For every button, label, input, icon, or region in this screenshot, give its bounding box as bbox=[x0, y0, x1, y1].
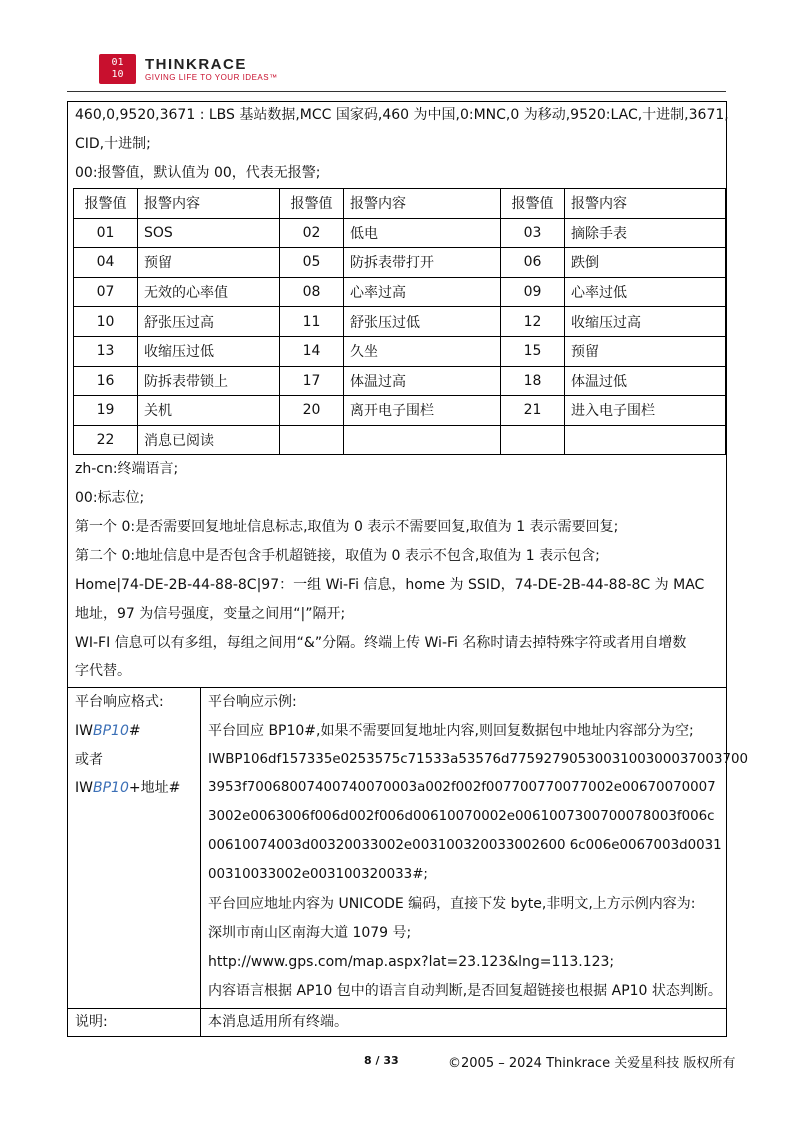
example-line: 内容语言根据 AP10 包中的语言自动判断,是否回复超链接也根据 AP10 状态判断。 bbox=[208, 983, 722, 999]
alarm-code: 04 bbox=[74, 248, 138, 278]
example-line: 00310033002e003100320033#; bbox=[208, 867, 428, 882]
example-line: http://www.gps.com/map.aspx?lat=23.123&lng=113.123; bbox=[208, 954, 615, 970]
header-alarm-value-1: 报警值 bbox=[74, 189, 138, 219]
alarm-content: 防拆表带打开 bbox=[344, 248, 501, 278]
format-prefix: IW bbox=[75, 723, 93, 739]
note-line: 第二个 0:地址信息中是否包含手机超链接，取值为 0 表示不包含,取值为 1 表示包含; bbox=[75, 548, 600, 564]
alarm-code: 05 bbox=[280, 248, 344, 278]
alarm-content bbox=[344, 425, 501, 455]
response-divider bbox=[200, 687, 201, 1037]
alarm-code bbox=[501, 425, 565, 455]
alarm-code: 19 bbox=[74, 396, 138, 426]
response-or-label: 或者 bbox=[75, 752, 103, 768]
alarm-content: 防拆表带锁上 bbox=[138, 366, 280, 396]
alarm-code: 20 bbox=[280, 396, 344, 426]
alarm-code: 15 bbox=[501, 336, 565, 366]
table-row bbox=[74, 425, 726, 455]
alarm-code: 14 bbox=[280, 336, 344, 366]
alarm-code: 02 bbox=[280, 218, 344, 248]
table-row bbox=[74, 248, 726, 278]
table-row bbox=[74, 218, 726, 248]
alarm-content: 心率过高 bbox=[344, 277, 501, 307]
brand-tagline: GIVING LIFE TO YOUR IDEAS™ bbox=[145, 73, 278, 82]
format-suffix: # bbox=[128, 723, 141, 739]
alarm-code: 21 bbox=[501, 396, 565, 426]
format-code: BP10 bbox=[92, 723, 129, 739]
example-line: 3002e0063006f006d002f006d00610070002e0061007300700078003f006c bbox=[208, 809, 715, 824]
alarm-content: 跌倒 bbox=[565, 248, 726, 278]
table-row bbox=[74, 366, 726, 396]
alarm-code: 10 bbox=[74, 307, 138, 337]
header-alarm-content-1: 报警内容 bbox=[138, 189, 280, 219]
table-row bbox=[74, 336, 726, 366]
table-row bbox=[74, 396, 726, 426]
format-suffix: +地址# bbox=[128, 780, 181, 796]
alarm-code: 03 bbox=[501, 218, 565, 248]
alarm-code: 17 bbox=[280, 366, 344, 396]
description-label: 说明: bbox=[75, 1014, 108, 1030]
alarm-content: 消息已阅读 bbox=[138, 425, 280, 455]
description-box bbox=[67, 1008, 727, 1037]
intro-line-2: CID,十进制; bbox=[75, 136, 151, 152]
table-row bbox=[74, 307, 726, 337]
alarm-content: 收缩压过高 bbox=[565, 307, 726, 337]
note-line: WI-FI 信息可以有多组，每组之间用“&”分隔。终端上传 Wi-Fi 名称时请去掉特殊字符或者用自增数 bbox=[75, 635, 687, 651]
alarm-content: 进入电子围栏 bbox=[565, 396, 726, 426]
response-example-label: 平台响应示例: bbox=[208, 694, 297, 710]
alarm-content: 体温过高 bbox=[344, 366, 501, 396]
alarm-content: 预留 bbox=[138, 248, 280, 278]
example-line: IWBP106df157335e0253575c71533a53576d7759279053003100300037003700 bbox=[208, 752, 749, 767]
alarm-code: 13 bbox=[74, 336, 138, 366]
alarm-content: SOS bbox=[138, 218, 280, 248]
header-alarm-content-3: 报警内容 bbox=[565, 189, 726, 219]
note-line: 字代替。 bbox=[75, 663, 131, 679]
response-format-1 bbox=[75, 722, 141, 740]
alarm-code: 06 bbox=[501, 248, 565, 278]
response-format-2 bbox=[75, 779, 180, 797]
alarm-code-table bbox=[73, 188, 726, 455]
alarm-code: 08 bbox=[280, 277, 344, 307]
format-prefix: IW bbox=[75, 780, 93, 796]
logo-mark-bottom: 10 bbox=[111, 69, 124, 80]
alarm-content: 舒张压过高 bbox=[138, 307, 280, 337]
header-alarm-value-2: 报警值 bbox=[280, 189, 344, 219]
alarm-content: 心率过低 bbox=[565, 277, 726, 307]
table-row bbox=[74, 277, 726, 307]
note-line: 00:标志位; bbox=[75, 490, 145, 506]
alarm-content: 摘除手表 bbox=[565, 218, 726, 248]
header-alarm-value-3: 报警值 bbox=[501, 189, 565, 219]
alarm-content: 无效的心率值 bbox=[138, 277, 280, 307]
note-line: zh-cn:终端语言; bbox=[75, 461, 179, 477]
alarm-code: 11 bbox=[280, 307, 344, 337]
alarm-code: 12 bbox=[501, 307, 565, 337]
header-divider bbox=[67, 91, 726, 92]
example-line: 深圳市南山区南海大道 1079 号; bbox=[208, 925, 412, 941]
alarm-content: 关机 bbox=[138, 396, 280, 426]
alarm-code: 01 bbox=[74, 218, 138, 248]
note-line: Home|74-DE-2B-44-88-8C|97：一组 Wi-Fi 信息，home 为 SSID，74-DE-2B-44-88-8C 为 MAC bbox=[75, 577, 705, 593]
copyright: ©2005 – 2024 Thinkrace 关爱星科技 版权所有 bbox=[448, 1056, 736, 1071]
alarm-content bbox=[565, 425, 726, 455]
alarm-code: 09 bbox=[501, 277, 565, 307]
alarm-code bbox=[280, 425, 344, 455]
format-code: BP10 bbox=[92, 780, 129, 796]
alarm-content: 舒张压过低 bbox=[344, 307, 501, 337]
alarm-code: 07 bbox=[74, 277, 138, 307]
table-header-row bbox=[74, 189, 726, 219]
alarm-code: 22 bbox=[74, 425, 138, 455]
note-line: 地址，97 为信号强度，变量之间用“|”隔开; bbox=[75, 606, 346, 622]
alarm-content: 低电 bbox=[344, 218, 501, 248]
example-line: 平台回应 BP10#,如果不需要回复地址内容,则回复数据包中地址内容部分为空; bbox=[208, 723, 694, 739]
intro-line-3: 00:报警值，默认值为 00，代表无报警; bbox=[75, 165, 321, 181]
logo-mark-top: 01 bbox=[111, 57, 124, 68]
note-line: 第一个 0:是否需要回复地址信息标志,取值为 0 表示不需要回复,取值为 1 表示需要回复; bbox=[75, 519, 619, 535]
brand-name: THINKRACE bbox=[145, 56, 247, 73]
logo-mark bbox=[99, 54, 136, 84]
example-line: 3953f70068007400740070003a002f002f007700770077002e00670070007 bbox=[208, 780, 716, 795]
alarm-content: 收缩压过低 bbox=[138, 336, 280, 366]
example-line: 平台回应地址内容为 UNICODE 编码，直接下发 byte,非明文,上方示例内容为: bbox=[208, 896, 696, 912]
alarm-content: 预留 bbox=[565, 336, 726, 366]
intro-line-1: 460,0,9520,3671 : LBS 基站数据,MCC 国家码,460 为中国,0:MNC,0 为移动,9520:LAC,十进制,3671, bbox=[75, 107, 729, 123]
example-line: 00610074003d00320033002e003100320033002600 6c006e0067003d0031 bbox=[208, 838, 722, 853]
alarm-code: 18 bbox=[501, 366, 565, 396]
description-text: 本消息适用所有终端。 bbox=[208, 1014, 348, 1030]
alarm-code: 16 bbox=[74, 366, 138, 396]
alarm-content: 体温过低 bbox=[565, 366, 726, 396]
alarm-content: 久坐 bbox=[344, 336, 501, 366]
alarm-content: 离开电子围栏 bbox=[344, 396, 501, 426]
page-number: 8 / 33 bbox=[364, 1054, 399, 1067]
header-alarm-content-2: 报警内容 bbox=[344, 189, 501, 219]
response-format-label: 平台响应格式: bbox=[75, 694, 164, 710]
